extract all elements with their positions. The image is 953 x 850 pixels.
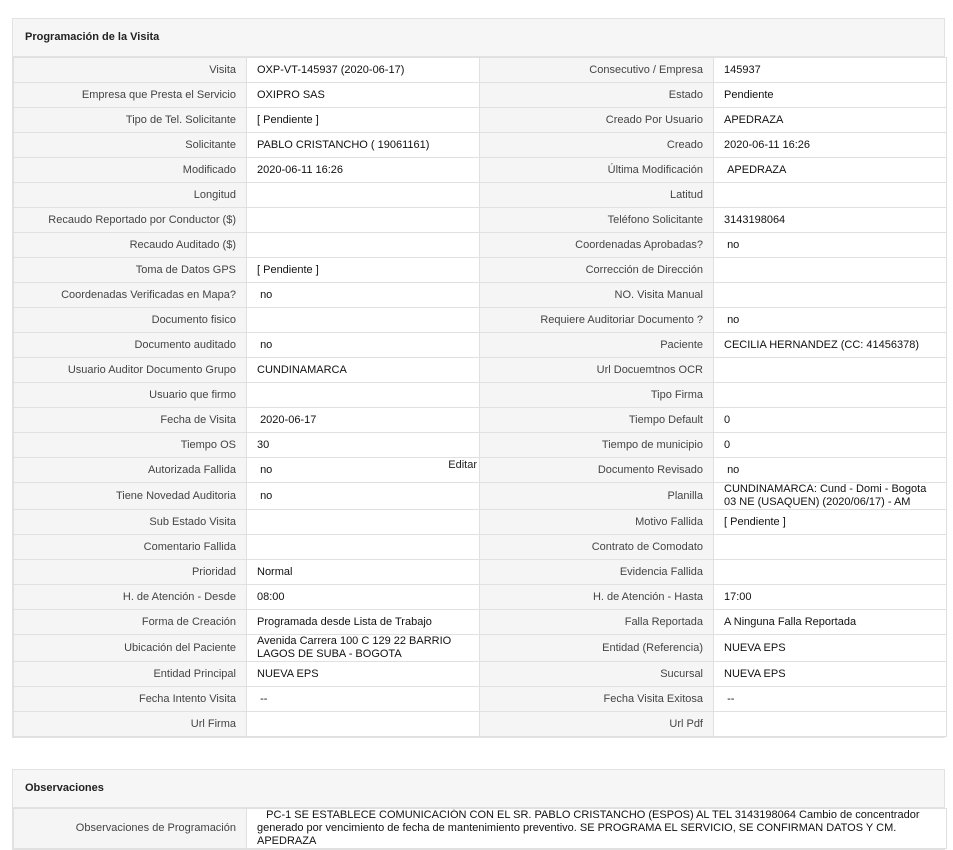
field-value — [247, 183, 480, 208]
field-value: CECILIA HERNANDEZ (CC: 41456378) — [714, 333, 947, 358]
field-label: NO. Visita Manual — [480, 283, 714, 308]
table-row — [14, 535, 947, 560]
observaciones-table — [13, 808, 947, 849]
field-value: Normal — [247, 560, 480, 585]
field-label: Sub Estado Visita — [14, 510, 247, 535]
field-label: Fecha Intento Visita — [14, 687, 247, 712]
table-row — [14, 208, 947, 233]
field-value: [ Pendiente ] — [714, 510, 947, 535]
field-value: -- — [714, 687, 947, 712]
field-label: Autorizada Fallida — [14, 458, 247, 483]
field-value — [714, 560, 947, 585]
field-label: Contrato de Comodato — [480, 535, 714, 560]
field-label: Consecutivo / Empresa — [480, 58, 714, 83]
field-value — [247, 308, 480, 333]
field-value: 3143198064 — [714, 208, 947, 233]
field-label: Falla Reportada — [480, 610, 714, 635]
field-value: no — [247, 283, 480, 308]
field-label: Toma de Datos GPS — [14, 258, 247, 283]
field-value: no Editar — [247, 458, 480, 483]
table-row — [14, 83, 947, 108]
field-value: no — [714, 233, 947, 258]
table-row — [14, 283, 947, 308]
field-value: 17:00 — [714, 585, 947, 610]
field-label: Usuario que firmo — [14, 383, 247, 408]
field-value — [714, 183, 947, 208]
table-row — [14, 458, 947, 483]
field-value: 0 — [714, 408, 947, 433]
field-value — [714, 283, 947, 308]
field-value: no — [714, 458, 947, 483]
field-label: Evidencia Fallida — [480, 560, 714, 585]
field-label: Tiempo OS — [14, 433, 247, 458]
field-value: no — [247, 333, 480, 358]
field-label: Prioridad — [14, 560, 247, 585]
field-label: Latitud — [480, 183, 714, 208]
table-row — [14, 183, 947, 208]
field-label: Entidad (Referencia) — [480, 635, 714, 662]
table-row — [14, 585, 947, 610]
table-row — [14, 712, 947, 737]
field-label: Motivo Fallida — [480, 510, 714, 535]
field-label: Paciente — [480, 333, 714, 358]
field-label: Longitud — [14, 183, 247, 208]
field-label: Forma de Creación — [14, 610, 247, 635]
field-label: Url Pdf — [480, 712, 714, 737]
field-label: Visita — [14, 58, 247, 83]
field-label: Tiempo Default — [480, 408, 714, 433]
field-label: Fecha de Visita — [14, 408, 247, 433]
field-label: Creado Por Usuario — [480, 108, 714, 133]
field-label: Tipo de Tel. Solicitante — [14, 108, 247, 133]
table-row — [14, 662, 947, 687]
field-value — [714, 712, 947, 737]
field-value: OXIPRO SAS — [247, 83, 480, 108]
table-row — [14, 483, 947, 510]
field-label: Última Modificación — [480, 158, 714, 183]
field-label: Entidad Principal — [14, 662, 247, 687]
field-value — [714, 258, 947, 283]
field-label: Empresa que Presta el Servicio — [14, 83, 247, 108]
field-value: CUNDINAMARCA: Cund - Domi - Bogota 03 NE (USAQUEN) (2020/06/17) - AM — [714, 483, 947, 510]
field-label: Teléfono Solicitante — [480, 208, 714, 233]
table-row — [14, 687, 947, 712]
field-label: Coordenadas Verificadas en Mapa? — [14, 283, 247, 308]
field-value — [247, 383, 480, 408]
field-value: 2020-06-11 16:26 — [247, 158, 480, 183]
table-row — [14, 809, 947, 849]
field-value: -- — [247, 687, 480, 712]
table-row — [14, 333, 947, 358]
field-value: Programada desde Lista de Trabajo — [247, 610, 480, 635]
field-value: no — [714, 308, 947, 333]
field-label: Comentario Fallida — [14, 535, 247, 560]
field-label: Tiene Novedad Auditoria — [14, 483, 247, 510]
field-label: Requiere Auditoriar Documento ? — [480, 308, 714, 333]
field-label: Fecha Visita Exitosa — [480, 687, 714, 712]
table-row — [14, 610, 947, 635]
field-label: Url Docuemtnos OCR — [480, 358, 714, 383]
field-value — [714, 383, 947, 408]
field-label: Url Firma — [14, 712, 247, 737]
field-value: [ Pendiente ] — [247, 258, 480, 283]
table-row — [14, 408, 947, 433]
field-value — [714, 535, 947, 560]
table-row — [14, 108, 947, 133]
field-label: Documento Revisado — [480, 458, 714, 483]
field-value — [714, 358, 947, 383]
field-label: Recaudo Reportado por Conductor ($) — [14, 208, 247, 233]
observaciones-panel — [12, 769, 945, 850]
field-value: OXP-VT-145937 (2020-06-17) — [247, 58, 480, 83]
field-label: Creado — [480, 133, 714, 158]
field-value — [247, 208, 480, 233]
field-label: H. de Atención - Hasta — [480, 585, 714, 610]
field-value — [247, 535, 480, 560]
edit-link[interactable]: Editar — [448, 459, 477, 471]
field-value: CUNDINAMARCA — [247, 358, 480, 383]
field-value — [247, 712, 480, 737]
field-value — [247, 233, 480, 258]
field-label: Sucursal — [480, 662, 714, 687]
field-label: Documento auditado — [14, 333, 247, 358]
programacion-title: Programación de la Visita — [13, 19, 944, 57]
field-value: 145937 — [714, 58, 947, 83]
observaciones-title: Observaciones — [13, 770, 944, 808]
table-row — [14, 308, 947, 333]
field-value: APEDRAZA — [714, 158, 947, 183]
field-label: Coordenadas Aprobadas? — [480, 233, 714, 258]
observaciones-value: PC-1 SE ESTABLECE COMUNICACIÓN CON EL SR. PABLO CRISTANCHO (ESPOS) AL TEL 3143198064 Cambio de concentrador generado por vencimiento de fecha de mantenimiento preventivo. SE PROGRAMA EL SERVICIO, SE CONFIRMAN DATOS Y CM. APEDRAZA — [247, 809, 947, 849]
field-label: Modificado — [14, 158, 247, 183]
programacion-table — [13, 57, 947, 737]
table-row — [14, 233, 947, 258]
field-value: 0 — [714, 433, 947, 458]
field-label: Planilla — [480, 483, 714, 510]
field-value: 2020-06-11 16:26 — [714, 133, 947, 158]
field-value: NUEVA EPS — [714, 635, 947, 662]
field-label: Tiempo de municipio — [480, 433, 714, 458]
field-label: Usuario Auditor Documento Grupo — [14, 358, 247, 383]
field-value: 30 — [247, 433, 480, 458]
field-value: APEDRAZA — [714, 108, 947, 133]
field-label: Recaudo Auditado ($) — [14, 233, 247, 258]
field-label: Ubicación del Paciente — [14, 635, 247, 662]
table-row — [14, 158, 947, 183]
field-label: Corrección de Dirección — [480, 258, 714, 283]
field-label: Tipo Firma — [480, 383, 714, 408]
field-value: NUEVA EPS — [714, 662, 947, 687]
field-value: PABLO CRISTANCHO ( 19061161) — [247, 133, 480, 158]
field-value — [247, 510, 480, 535]
field-value: Avenida Carrera 100 C 129 22 BARRIO LAGOS DE SUBA - BOGOTA — [247, 635, 480, 662]
table-row — [14, 358, 947, 383]
field-label: H. de Atención - Desde — [14, 585, 247, 610]
field-value: NUEVA EPS — [247, 662, 480, 687]
field-value: A Ninguna Falla Reportada — [714, 610, 947, 635]
table-row — [14, 635, 947, 662]
table-row — [14, 58, 947, 83]
table-row — [14, 133, 947, 158]
field-label: Estado — [480, 83, 714, 108]
field-value: Pendiente — [714, 83, 947, 108]
field-value: 08:00 — [247, 585, 480, 610]
table-row — [14, 510, 947, 535]
field-value: no — [247, 483, 480, 510]
field-value: [ Pendiente ] — [247, 108, 480, 133]
field-label: Solicitante — [14, 133, 247, 158]
programacion-panel — [12, 18, 945, 738]
table-row — [14, 560, 947, 585]
table-row — [14, 258, 947, 283]
table-row — [14, 383, 947, 408]
field-label: Documento fisico — [14, 308, 247, 333]
observaciones-label: Observaciones de Programación — [14, 809, 247, 849]
table-row — [14, 433, 947, 458]
field-value: 2020-06-17 — [247, 408, 480, 433]
